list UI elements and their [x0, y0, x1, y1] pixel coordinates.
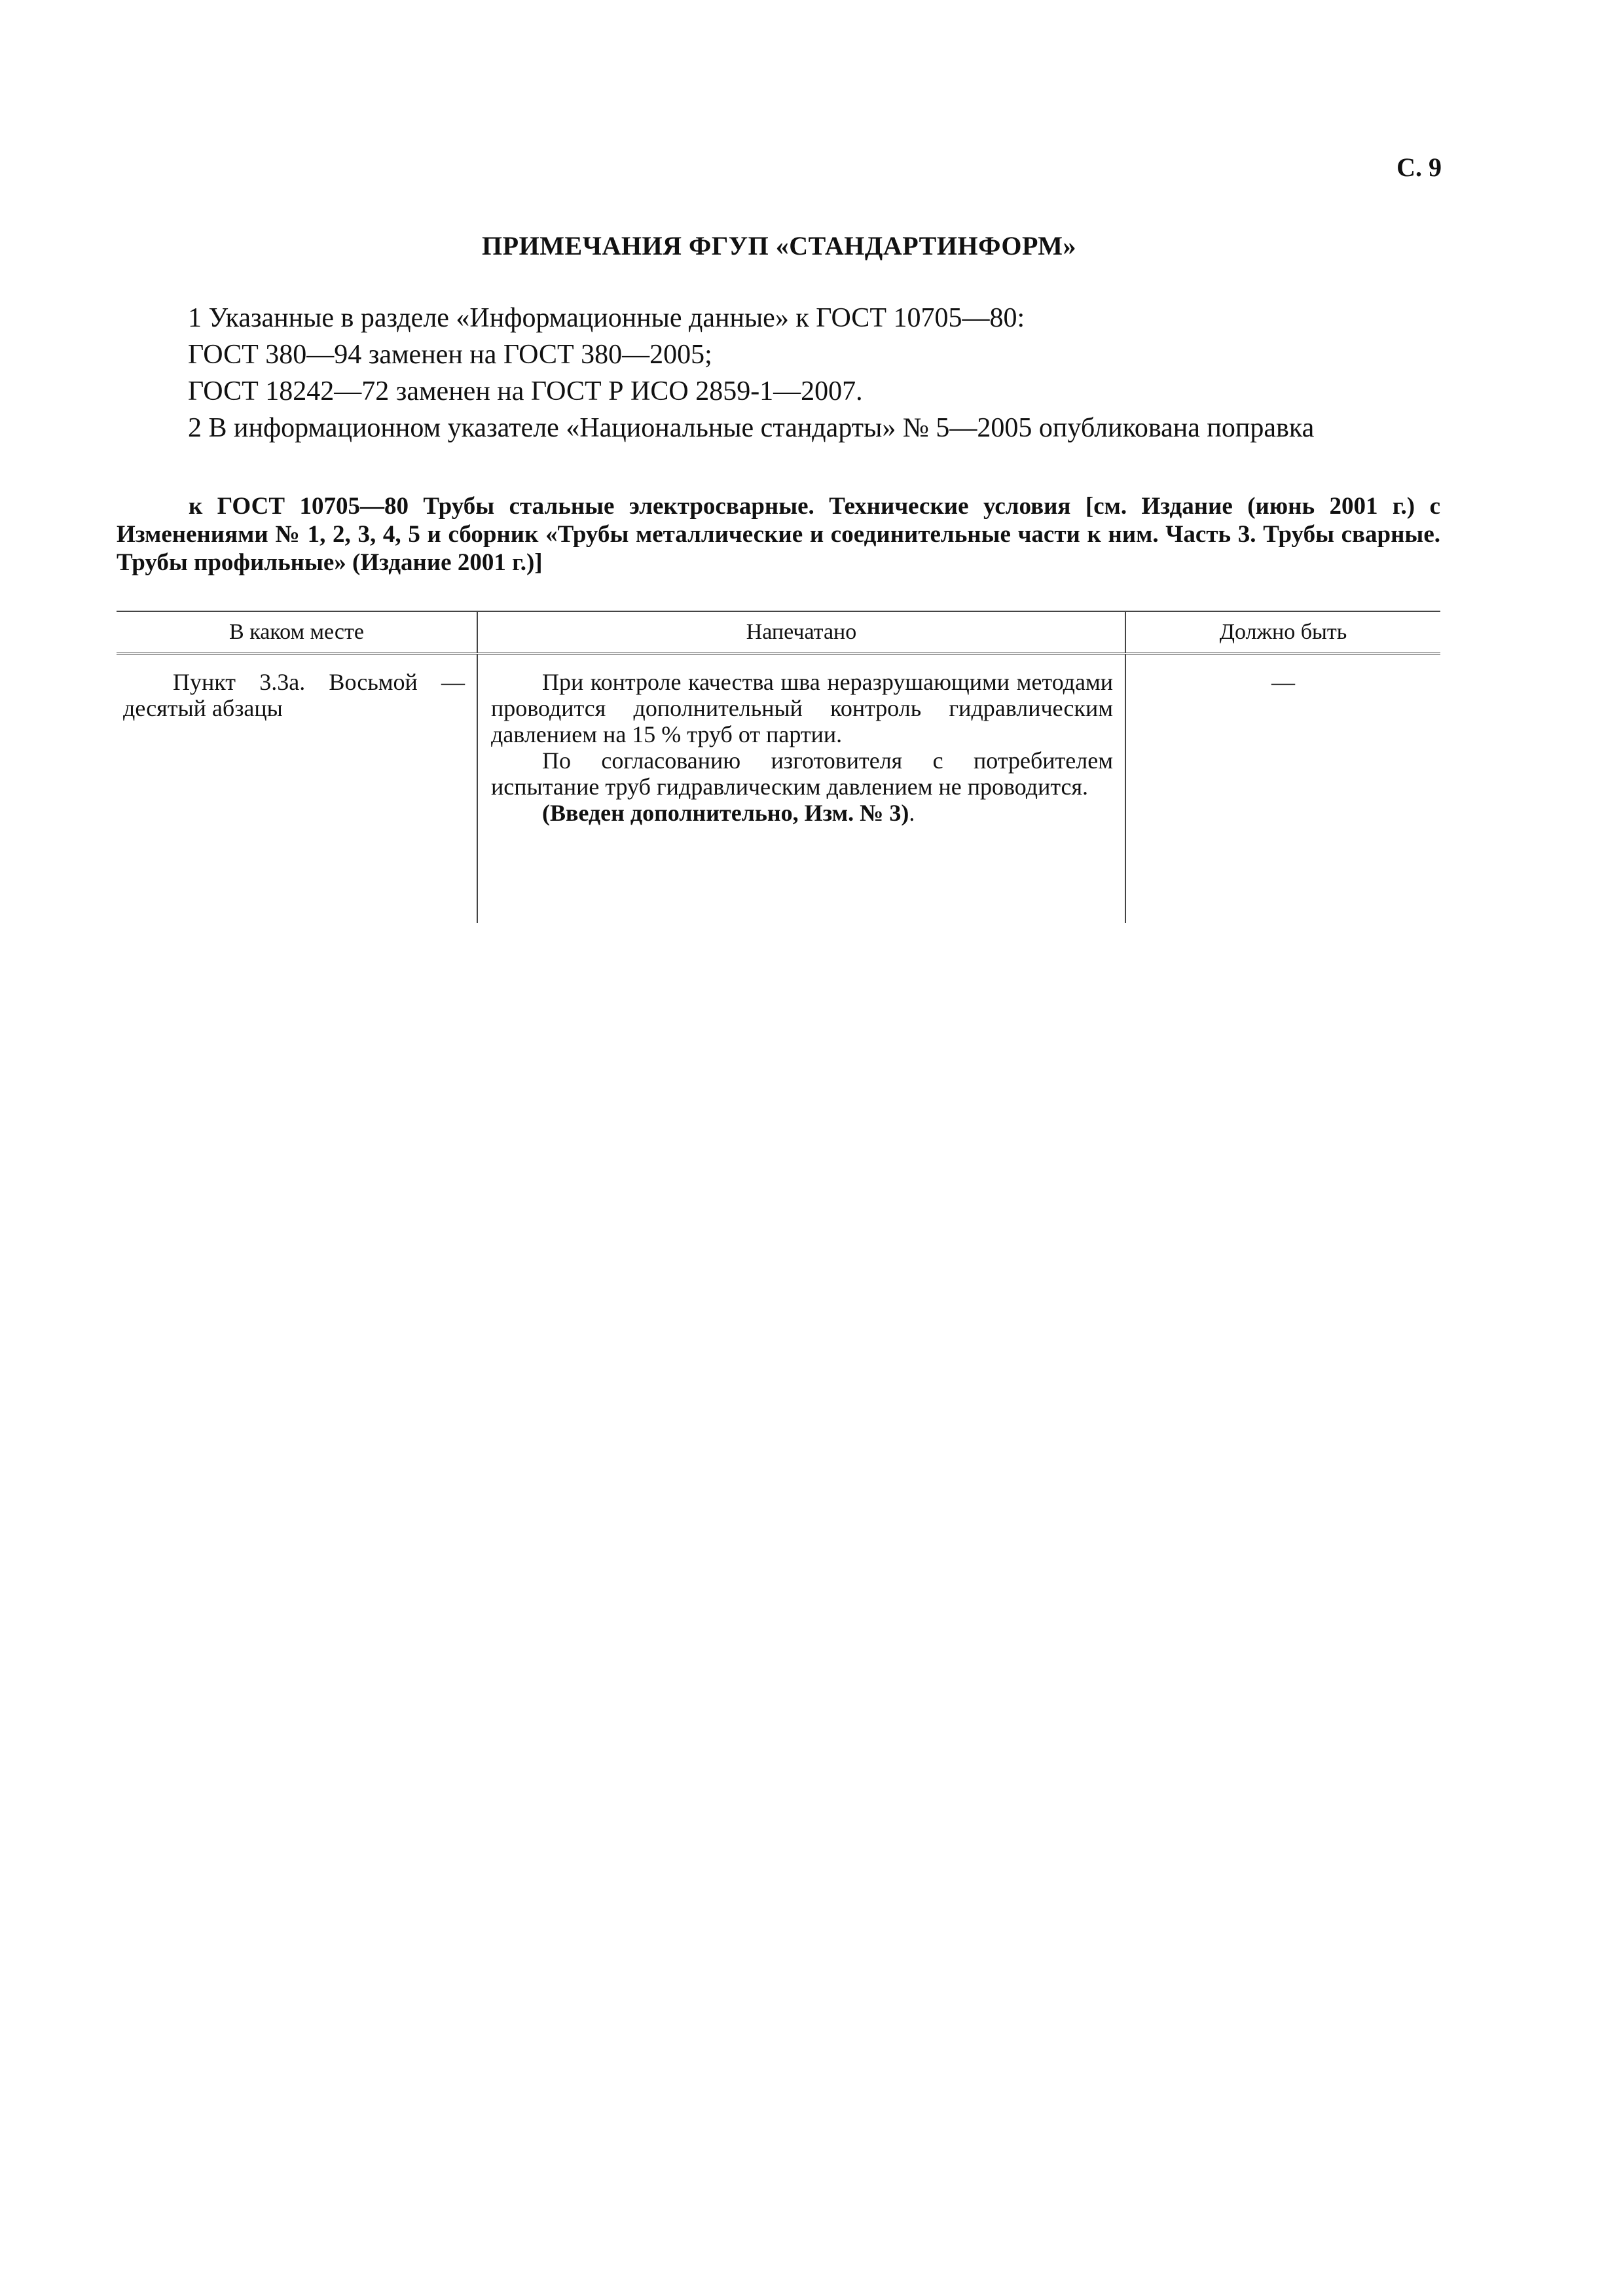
table-header-row [117, 612, 1440, 655]
note-1-sub-2: ГОСТ 18242—72 заменен на ГОСТ Р ИСО 2859-1—2007. [188, 376, 863, 406]
notes-list [188, 300, 1451, 446]
cell-should-be: — [1271, 669, 1295, 695]
table-row [117, 655, 1440, 923]
printed-paragraph-2: По согласованию изготовителя с потребителем испытание труб гидравлическим давлением не проводится. [491, 747, 1113, 800]
cell-place [117, 655, 478, 923]
header-place: В каком месте [117, 612, 478, 653]
cell-printed [478, 655, 1126, 923]
note-2-line: 2 В информационном указателе «Национальные стандарты» № 5—2005 опубликована поправка [188, 413, 1315, 443]
note-1-line: 1 Указанные в разделе «Информационные данные» к ГОСТ 10705—80: [188, 303, 1025, 333]
printed-paragraph-1: При контроле качества шва неразрушающими методами проводится дополнительный контроль гидравлическим давлением на 15 % труб от партии. [491, 669, 1113, 747]
correction-table [117, 611, 1440, 923]
correction-reference: к ГОСТ 10705—80 Трубы стальные электросварные. Технические условия [см. Издание (июнь 2001 г.) с Изменениями № 1, 2, 3, 4, 5 и сборник «Трубы металлические и соединительные части к ним. Часть 3. Трубы сварные. Трубы профильные» (Издание 2001 г.)] [117, 493, 1440, 576]
page-number: С. 9 [1396, 152, 1442, 182]
place-text: Пункт 3.3а. Восьмой — десятый абзацы [123, 669, 465, 721]
header-printed: Напечатано [478, 612, 1126, 653]
notes-heading: ПРИМЕЧАНИЯ ФГУП «СТАНДАРТИНФОРМ» [482, 231, 1076, 260]
printed-note: (Введен дополнительно, Изм. № 3) [542, 800, 909, 826]
note-1-sub-1: ГОСТ 380—94 заменен на ГОСТ 380—2005; [188, 340, 712, 370]
printed-note-end: . [909, 800, 915, 826]
header-should-be: Должно быть [1219, 620, 1347, 644]
printed-note-paragraph [491, 800, 1113, 826]
